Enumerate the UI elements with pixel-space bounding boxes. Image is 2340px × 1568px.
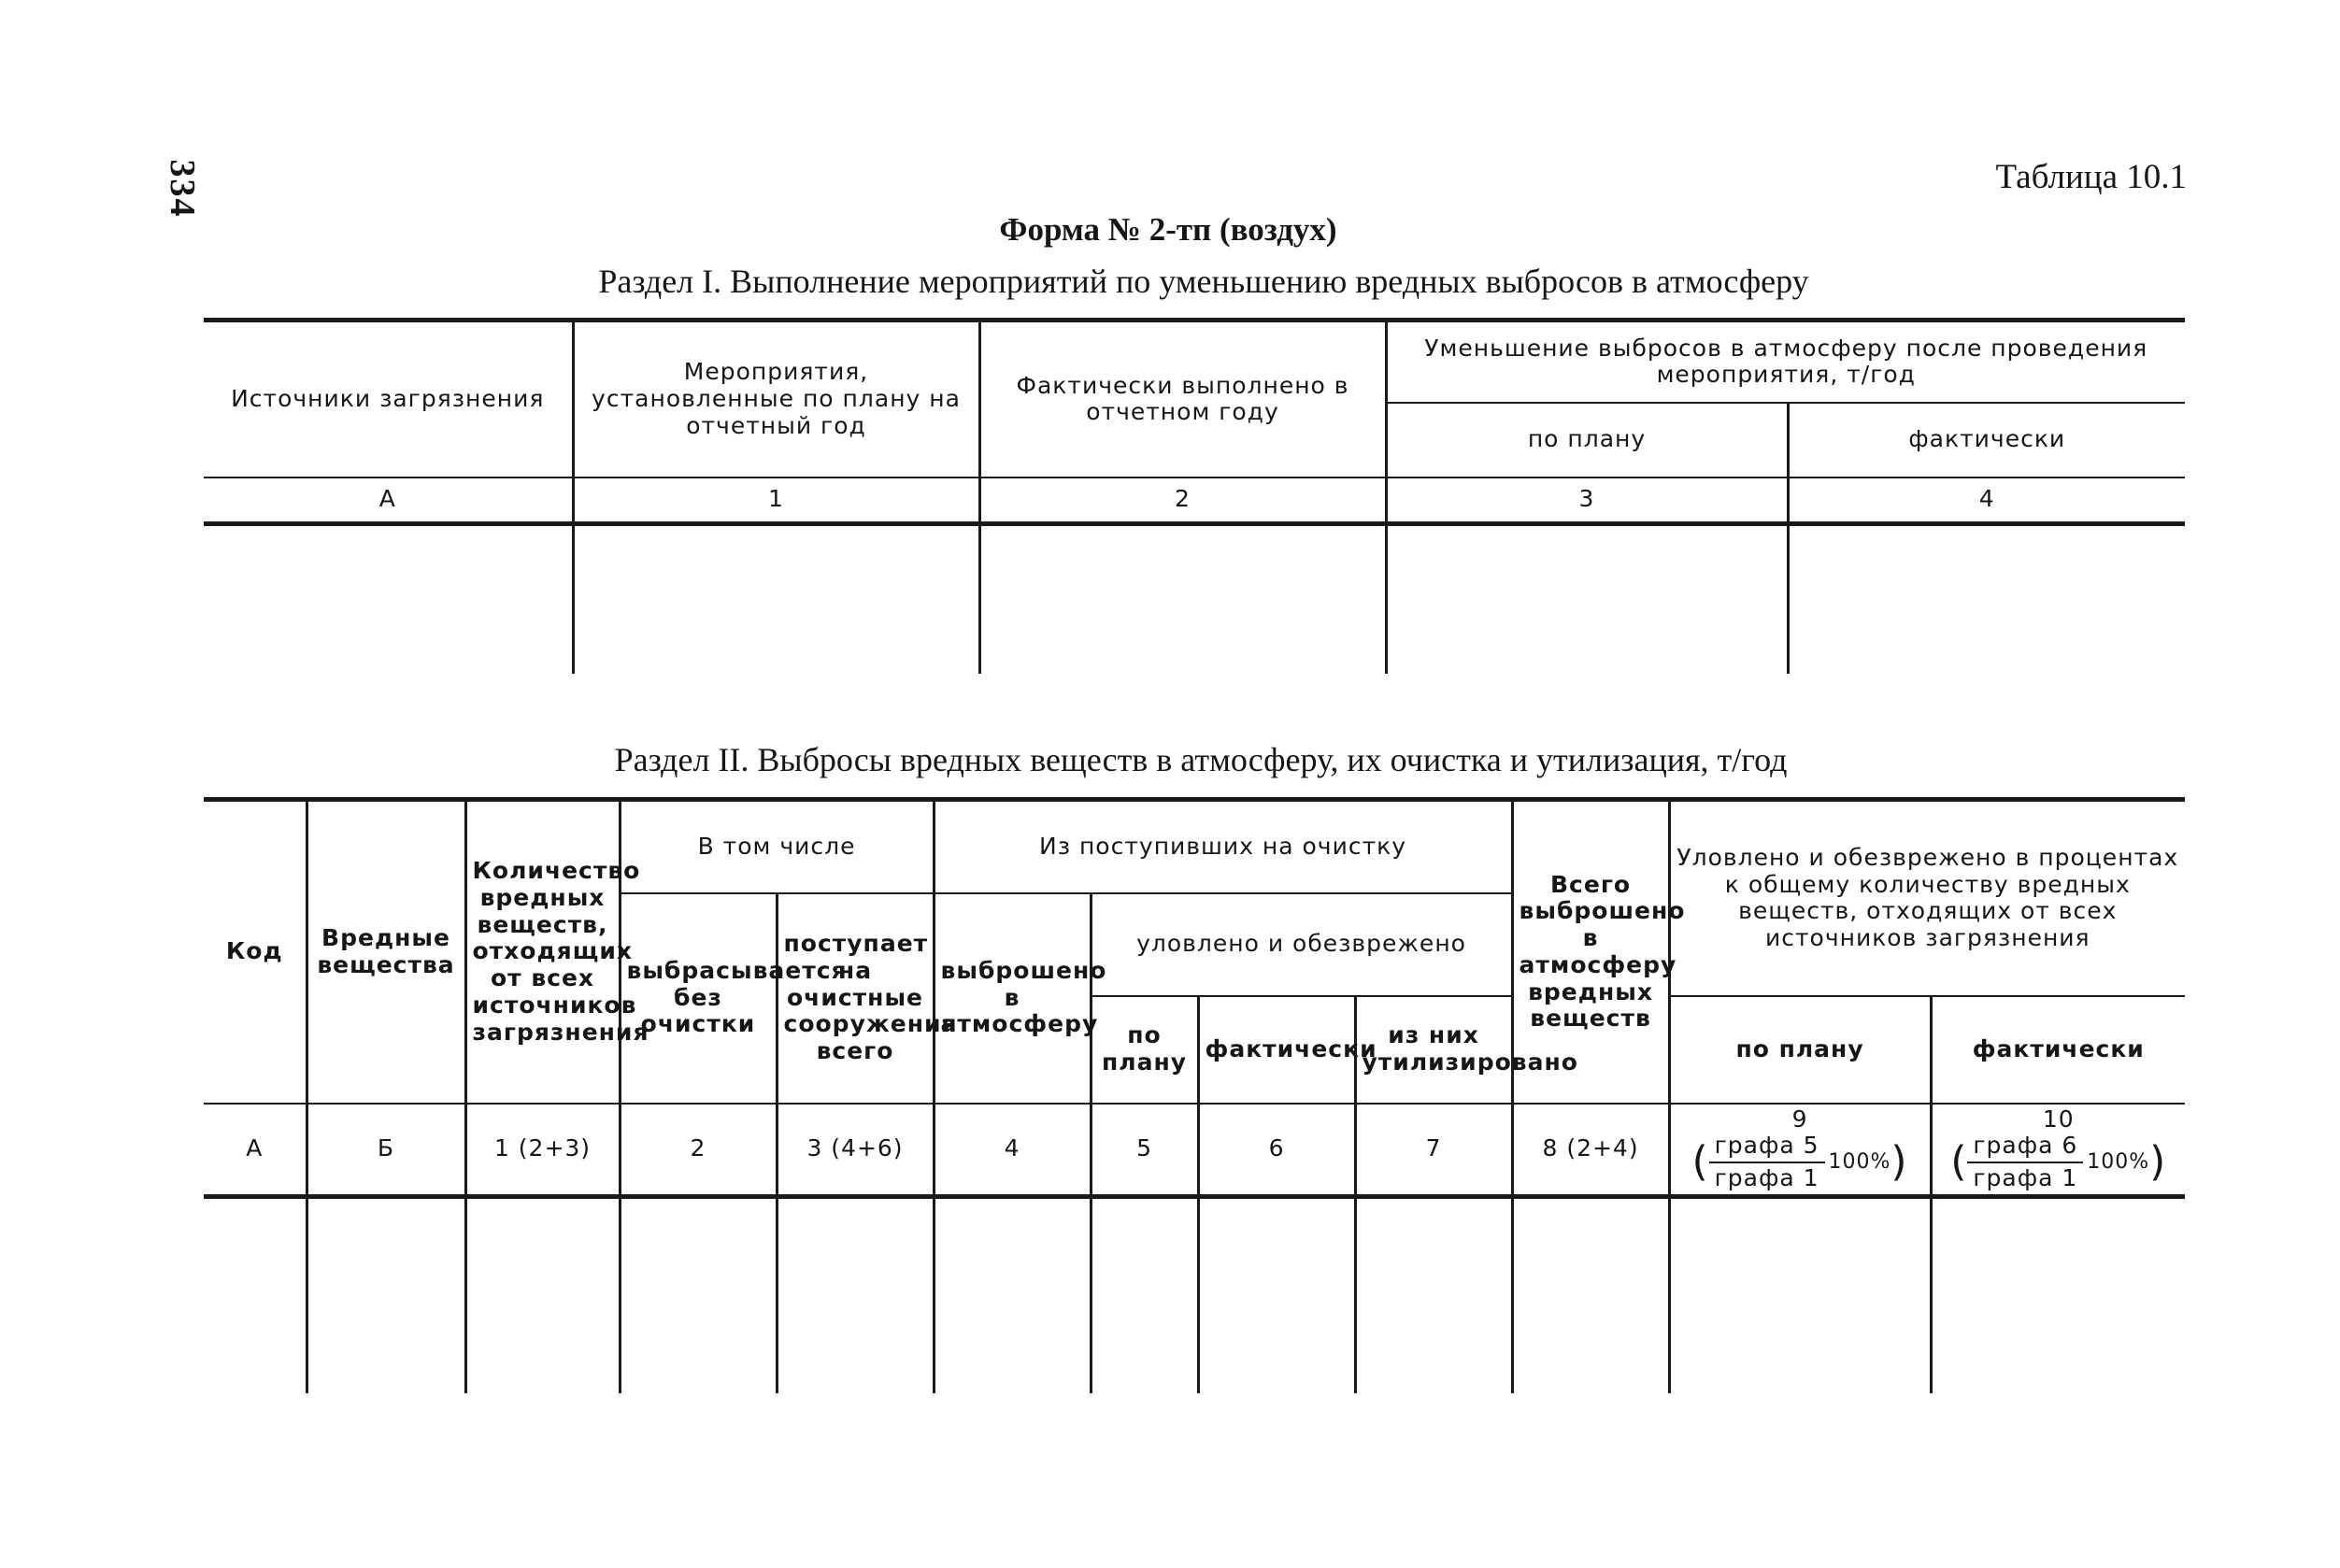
fraction-denominator: графа 1 [1973,1164,2078,1192]
header-by-plan: по плану [1386,403,1788,478]
header-pct-by-plan: по плану [1669,996,1931,1104]
header-actual-done: Фактически выполнено в отчетном году [979,321,1386,478]
col-number: 1 (2+3) [465,1104,620,1197]
paren-left: ( [1691,1137,1709,1186]
fraction [1967,1133,2083,1192]
header-emitted-to-atmosphere: выброшено в атмосферу [934,893,1091,1104]
blank-cell [1788,524,2185,674]
blank-cell [1355,1197,1512,1393]
header-reduction: Уменьшение выбросов в атмосферу после проведения мероприятия, т/год [1386,321,2185,403]
blank-cell [1931,1197,2185,1393]
header-captured: уловлено и обезврежено [1091,893,1512,996]
blank-cell [777,1197,934,1393]
col-number: А [204,1104,307,1197]
blank-cell [1512,1197,1669,1393]
form-title: Форма № 2-тп (воздух) [999,211,1337,248]
col-number: 2 [620,1104,777,1197]
table-label: Таблица 10.1 [1995,158,2187,196]
col-number: 4 [934,1104,1091,1197]
percent: 100% [2087,1150,2150,1175]
fraction-numerator: графа 5 [1709,1133,1825,1163]
blank-cell [1198,1197,1355,1393]
blank-cell [204,524,573,674]
blank-cell [1386,524,1788,674]
header-to-cleaning: поступает на очистные сооружения всего [777,893,934,1104]
header-measures: Мероприятия, установленные по плану на отчетный год [573,321,979,478]
header-quantity: Количество вредных веществ, отходящих от всех источников загрязнения [465,800,620,1104]
blank-cell [573,524,979,674]
col-number: А [204,478,573,524]
header-captured-percent: Уловлено и обезврежено в процентах к общему количеству вредных веществ, отходящих от всех источников загрязнения [1669,800,2185,996]
col-number: 5 [1091,1104,1198,1197]
col-9-formula [1669,1104,1931,1197]
col-10-formula [1931,1104,2185,1197]
header-total-emitted: Всего выброшено в атмосферу вредных веществ [1512,800,1669,1104]
paren-right: ) [1891,1137,1908,1186]
blank-cell [979,524,1386,674]
fraction [1709,1133,1825,1192]
col-number: 8 (2+4) [1512,1104,1669,1197]
header-pct-actual: фактически [1931,996,2185,1104]
col-number: 2 [979,478,1386,524]
blank-cell [1669,1197,1931,1393]
col-number: 3 (4+6) [777,1104,934,1197]
blank-cell [620,1197,777,1393]
section-1-title: Раздел I. Выполнение мероприятий по уменьшению вредных выбросов в атмосферу [598,263,1809,300]
col-number: 7 [1355,1104,1512,1197]
section-2-table [204,797,2185,1393]
blank-cell [465,1197,620,1393]
percent: 100% [1828,1150,1891,1175]
col-number: 4 [1788,478,2185,524]
col-number: Б [307,1104,465,1197]
col-number: 1 [573,478,979,524]
section-1-table [204,318,2185,674]
col-number: 3 [1386,478,1788,524]
blank-cell [307,1197,465,1393]
header-substances: Вредные вещества [307,800,465,1104]
paren-left: ( [1950,1137,1968,1186]
header-utilized: из них утилизировано [1355,996,1512,1104]
header-actual: фактически [1788,403,2185,478]
col-number: 10 [2042,1105,2075,1133]
header-of-received: Из поступивших на очистку [934,800,1512,893]
page-number: 334 [163,159,202,219]
blank-cell [204,1197,307,1393]
fraction-denominator: графа 1 [1714,1164,1819,1192]
section-2-title: Раздел II. Выбросы вредных веществ в атмосферу, их очистка и утилизация, т/год [614,741,1788,778]
fraction-numerator: графа 6 [1967,1133,2083,1163]
header-captured-actual: фактически [1198,996,1355,1104]
paren-right: ) [2149,1137,2167,1186]
header-sources: Источники загрязнения [204,321,573,478]
header-including: В том числе [620,800,934,893]
header-code: Код [204,800,307,1104]
header-emitted-without-cleaning: выбрасывается без очистки [620,893,777,1104]
blank-cell [1091,1197,1198,1393]
col-number: 6 [1198,1104,1355,1197]
header-captured-by-plan: по плану [1091,996,1198,1104]
col-number: 9 [1791,1105,1808,1133]
blank-cell [934,1197,1091,1393]
